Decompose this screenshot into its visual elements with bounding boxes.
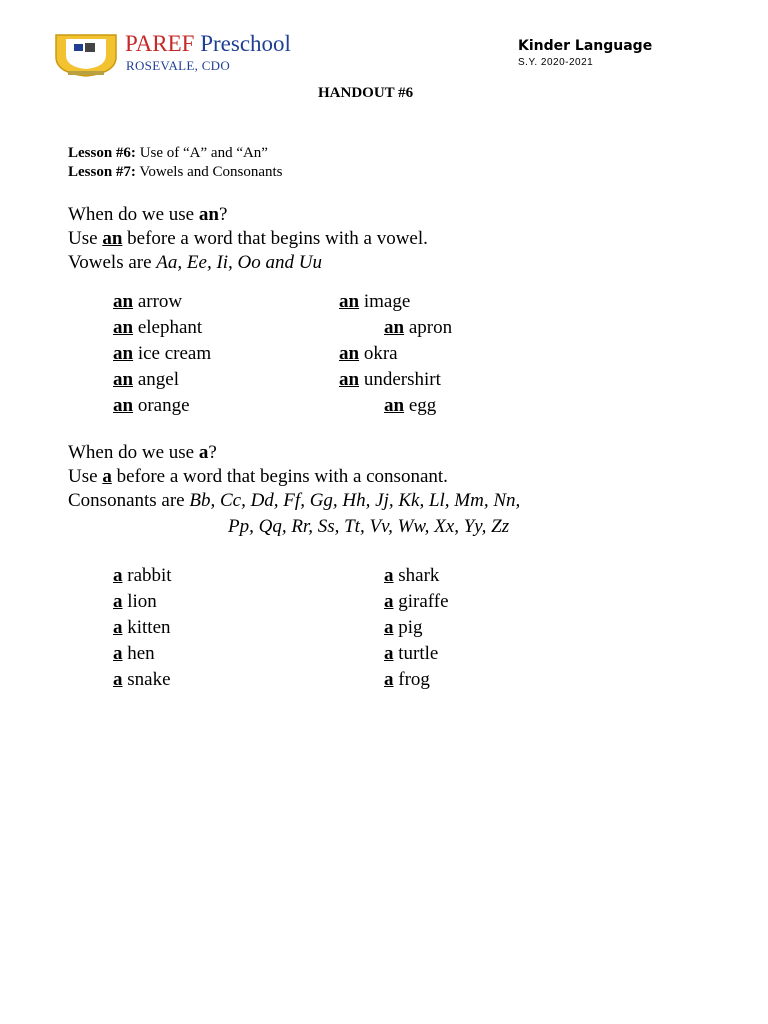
list-item: an angel: [113, 369, 179, 390]
course-title: Kinder Language: [518, 38, 653, 54]
list-item: a hen: [113, 643, 155, 664]
an-rule: Use an before a word that begins with a vowel.: [68, 228, 428, 249]
school-year: S.Y. 2020-2021: [518, 57, 594, 68]
a-question: When do we use a?: [68, 442, 217, 463]
consonant-list-continued: Pp, Qq, Rr, Ss, Tt, Vv, Ww, Xx, Yy, Zz: [228, 516, 510, 537]
list-item: an apron: [384, 317, 453, 338]
list-item: an orange: [113, 395, 190, 416]
list-item: a turtle: [384, 643, 439, 664]
list-item: a rabbit: [113, 565, 172, 586]
list-item: a kitten: [113, 617, 171, 638]
list-item: an elephant: [113, 317, 203, 338]
list-item: a snake: [113, 669, 171, 690]
list-item: an ice cream: [113, 343, 212, 364]
list-item: a giraffe: [384, 591, 449, 612]
a-rule: Use a before a word that begins with a consonant.: [68, 466, 448, 487]
list-item: an arrow: [113, 291, 183, 312]
lesson-7: Lesson #7: Vowels and Consonants: [68, 164, 283, 180]
list-item: an undershirt: [339, 369, 441, 390]
list-item: a pig: [384, 617, 423, 638]
vowel-list: Vowels are Aa, Ee, Ii, Oo and Uu: [68, 252, 322, 273]
list-item: a frog: [384, 669, 430, 690]
list-item: an egg: [384, 395, 437, 416]
lesson-6: Lesson #6: Use of “A” and “An”: [68, 145, 268, 161]
brand-location: ROSEVALE, CDO: [126, 58, 231, 73]
list-item: a shark: [384, 565, 440, 586]
consonant-list: Consonants are Bb, Cc, Dd, Ff, Gg, Hh, Jj, Kk, Ll, Mm, Nn,: [68, 490, 521, 511]
brand-name: PAREF Preschool: [125, 31, 291, 56]
list-item: an image: [339, 291, 411, 312]
an-question: When do we use an?: [68, 204, 228, 225]
school-crest-icon: [54, 33, 118, 77]
list-item: an okra: [339, 343, 398, 364]
list-item: a lion: [113, 591, 157, 612]
handout-title: HANDOUT #6: [318, 85, 414, 101]
